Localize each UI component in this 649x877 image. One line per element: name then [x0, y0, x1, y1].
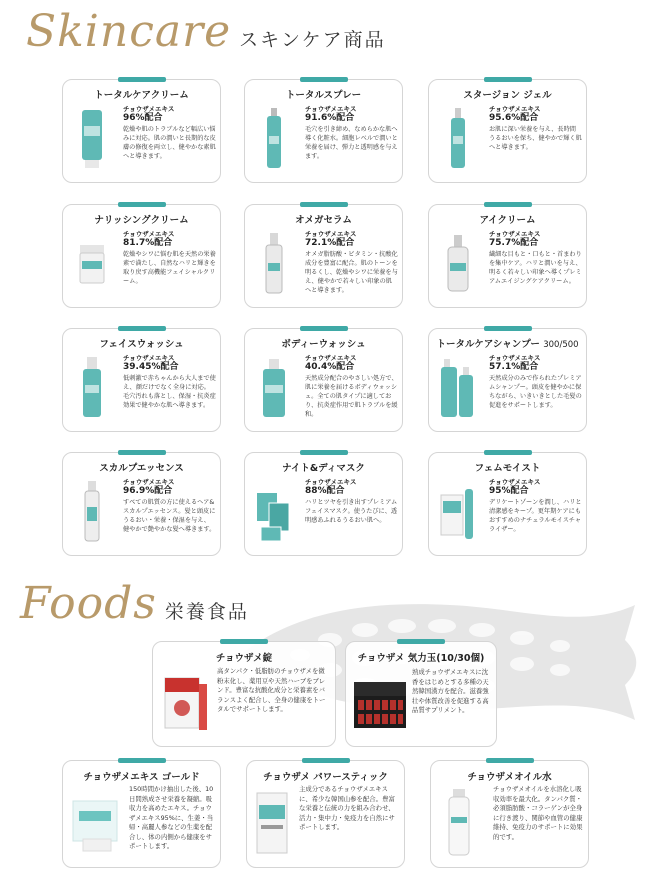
product-card[interactable]: [428, 328, 587, 432]
product-card[interactable]: [62, 452, 221, 556]
ingredient-label: チョウザメエキス: [305, 354, 357, 362]
product-name: フェイスウォッシュ: [99, 339, 184, 350]
skincare-script-title: Skincare: [26, 6, 232, 57]
ingredient-percent: 96%配合: [123, 113, 163, 123]
product-name: トータルスプレー: [285, 90, 362, 101]
ingredient-percent: 81.7%配合: [123, 238, 173, 248]
product-card[interactable]: [244, 204, 403, 308]
card-accent-tab: [118, 77, 166, 82]
cream-tube-image: [73, 106, 111, 172]
product-name: ナイト&ディマスク: [282, 463, 365, 474]
product-description: すべての肌質の方に使えるヘア&スカルプエッセンス。髪と頭皮にうるおい・栄養・保湿を与え、健やかで艶やかな髪へ導きます。: [123, 499, 216, 533]
card-accent-tab: [484, 202, 532, 207]
product-description: 低刺激で赤ちゃんから大人まで使え、顔だけでなく全身に対応。毛穴汚れも落とし、保湿・抗炎症効果で健やかな肌へ導きます。: [123, 375, 216, 409]
product-name: トータルケアクリーム: [94, 90, 189, 101]
serum-dropper-image: [255, 231, 293, 297]
card-accent-tab: [397, 639, 445, 644]
cream-jar-image: [73, 231, 111, 297]
ingredient-percent: 95.6%配合: [489, 113, 539, 123]
foods-jp-title: 栄養食品: [164, 601, 249, 623]
product-card[interactable]: [244, 328, 403, 432]
card-accent-tab: [484, 450, 532, 455]
card-accent-tab: [300, 450, 348, 455]
product-name: オメガセラム: [295, 215, 352, 226]
ingredient-label: チョウザメエキス: [489, 354, 541, 362]
product-card[interactable]: [428, 79, 587, 183]
ingredient-percent: 88%配合: [305, 486, 345, 496]
scalp-essence-pump-image: [73, 479, 111, 545]
product-name: チョウザメ パワースティック: [263, 772, 388, 783]
ingredient-label: チョウザメエキス: [489, 478, 541, 486]
card-accent-tab: [118, 202, 166, 207]
food-card[interactable]: [246, 760, 405, 868]
product-name: ボディーウォッシュ: [281, 339, 366, 350]
ingredient-label: チョウザメエキス: [305, 105, 357, 113]
foods-script-title: Foods: [20, 578, 157, 629]
ingredient-percent: 40.4%配合: [305, 362, 355, 372]
product-name: [429, 336, 586, 350]
food-card[interactable]: [430, 760, 589, 868]
ingredient-label: チョウザメエキス: [123, 105, 175, 113]
spray-bottle-image: [255, 106, 293, 172]
ingredient-percent: 72.1%配合: [305, 238, 355, 248]
product-description: 熟成チョウザメエキスに沈香をはじめとする多種の天然韓国漢方を配合。滋養強壮や体質改善を促進する高品質サプリメント。: [412, 668, 489, 714]
shampoo-bottles-image: [439, 355, 477, 421]
product-name: スカルプエッセンス: [99, 463, 184, 474]
product-name: チョウザメオイル水: [467, 772, 552, 783]
product-description: チョウザメオイルを水溶化し吸収効率を最大化。タンパク質・必須脂肪酸・コラーゲンが全身に行き渡り、関節や血管の健康維持、免疫力のサポートに効果的です。: [493, 785, 583, 841]
skincare-jp-title: スキンケア商品: [239, 29, 386, 51]
product-size-label: 300/500: [543, 340, 579, 350]
product-name: フェムモイスト: [474, 463, 541, 474]
product-description: 乾燥やシワに悩む肌を天然の栄養素で満たし、自然なハリと輝きを取り戻す高機能フェイシャルクリーム。: [123, 251, 216, 285]
product-name: スタージョン ジェル: [463, 90, 552, 101]
ingredient-percent: 39.45%配合: [123, 362, 179, 372]
face-mask-packs-image: [255, 479, 293, 545]
product-name-main: トータルケアシャンプー: [436, 339, 540, 350]
ingredient-label: チョウザメエキス: [489, 105, 541, 113]
product-description: 天然成分のみで作られたプレミアムシャンプー。頭皮を健やかに保ちながら、いきいきとした毛髪の促進をサポートします。: [489, 375, 582, 409]
card-accent-tab: [300, 202, 348, 207]
ingredient-percent: 95%配合: [489, 486, 529, 496]
product-description: 150時間かけ抽出した後、10日間熟成させ栄養を凝縮。吸収力を高めたエキス。チョウザメエキス95%に、生姜・当帰・高麗人参などの生薬を配合し、体の内側から健康をサポートします。: [129, 785, 214, 850]
product-name: チョウザメエキス ゴールド: [83, 772, 200, 783]
face-wash-foam-image: [73, 355, 111, 421]
product-description: 天然成分配合のやさしい処方で、肌に栄養を届けるボディウォッシュ。全ての肌タイプに適しており、抗炎症作用で肌トラブルを緩和。: [305, 375, 398, 418]
product-description: オメガ脂肪酸・ビタミン・抗酸化成分を豊富に配合。肌のトーンを明るくし、乾燥やシワに栄養を与え、健やかで若々しい印象の肌へと導きます。: [305, 251, 398, 294]
product-description: お肌に深い栄養を与え、長時間うるおいを保ち、健やかで輝く肌へと導きます。: [489, 126, 582, 151]
gel-bottle-image: [439, 106, 477, 172]
ingredient-label: チョウザメエキス: [123, 478, 175, 486]
gift-box-image: [352, 678, 408, 734]
card-accent-tab: [484, 77, 532, 82]
product-card[interactable]: [244, 452, 403, 556]
product-name: アイクリーム: [479, 215, 536, 226]
card-accent-tab: [486, 758, 534, 763]
card-accent-tab: [118, 758, 166, 763]
ingredient-percent: 96.9%配合: [123, 486, 173, 496]
product-description: 高タンパク・低脂肪のチョウザメを微粉末化し、薬用豆や天然ハーブをブレンド。豊富な抗酸化成分と栄養素をバランスよく配合し、全身の健康をトータルでサポートします。: [217, 667, 326, 713]
product-description: 毛穴を引き締め、なめらかな肌へ導く化粧水。細胞レベルで潤いと栄養を届け、弾力と透明感を与えます。: [305, 126, 398, 160]
product-card[interactable]: [428, 204, 587, 308]
eye-cream-pump-image: [439, 231, 477, 297]
food-card[interactable]: [152, 641, 336, 747]
food-card[interactable]: [62, 760, 221, 868]
card-accent-tab: [118, 326, 166, 331]
skincare-header: [26, 6, 386, 57]
product-name: チョウザメ 気力玉(10/30個): [357, 653, 485, 664]
ingredient-label: チョウザメエキス: [123, 230, 175, 238]
product-description: 乾燥や肌のトラブルなど幅広い悩みに対応。肌の潤いと長期的な皮膚の修復を両立し、健やかな素肌へと導きます。: [123, 126, 216, 160]
body-wash-bottle-image: [255, 355, 293, 421]
product-card[interactable]: [428, 452, 587, 556]
product-description: ハリとツヤを引き出すプレミアムフェイスマスク。使うたびに、透明感あふれるうるおい肌へ。: [305, 499, 398, 524]
card-accent-tab: [302, 758, 350, 763]
product-card[interactable]: [62, 204, 221, 308]
extract-gold-box-image: [69, 791, 123, 857]
ingredient-label: チョウザメエキス: [305, 478, 357, 486]
ingredient-label: チョウザメエキス: [305, 230, 357, 238]
fem-moist-box-image: [439, 479, 477, 545]
product-name: ナリッシングクリーム: [94, 215, 189, 226]
product-name: チョウザメ錠: [215, 653, 273, 664]
card-accent-tab: [300, 77, 348, 82]
card-accent-tab: [118, 450, 166, 455]
ingredient-label: チョウザメエキス: [489, 230, 541, 238]
ingredient-percent: 75.7%配合: [489, 238, 539, 248]
tablet-box-image: [163, 670, 209, 736]
foods-header: [20, 578, 249, 629]
product-card[interactable]: [244, 79, 403, 183]
ingredient-percent: 57.1%配合: [489, 362, 539, 372]
card-accent-tab: [220, 639, 268, 644]
product-card[interactable]: [62, 328, 221, 432]
ingredient-percent: 91.6%配合: [305, 113, 355, 123]
power-stick-box-image: [253, 789, 293, 859]
food-card[interactable]: [345, 641, 497, 747]
product-description: デリケートゾーンを潤し、ハリと清潔感をキープ。更年期ケアにもおすすめのナチュラルモイスチャライザー。: [489, 499, 582, 533]
card-accent-tab: [484, 326, 532, 331]
ingredient-label: チョウザメエキス: [123, 354, 175, 362]
product-description: 繊細な目もと・口もと・首まわりを集中ケア。ハリと潤いを与え、明るく若々しい印象へ導くプレミアムエイジングケアクリーム。: [489, 251, 582, 285]
product-description: 主成分であるチョウザメエキスに、希少な韓国山参を配合。豊富な栄養と伝統の力を組み合わせ、活力・集中力・免疫力を自然にサポートします。: [299, 785, 395, 831]
card-accent-tab: [300, 326, 348, 331]
product-card[interactable]: [62, 79, 221, 183]
oil-water-bottle-image: [443, 787, 475, 859]
